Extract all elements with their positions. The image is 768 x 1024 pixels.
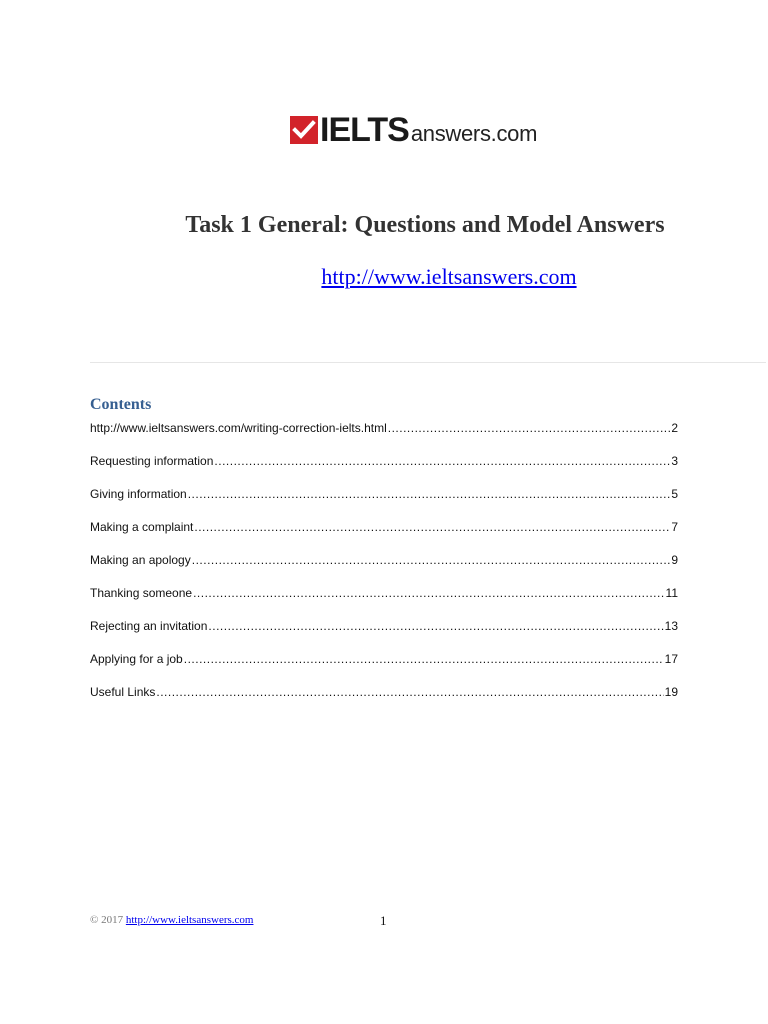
toc-entry-page: 2 — [671, 421, 678, 435]
toc-entry-label[interactable]: Rejecting an invitation — [90, 619, 208, 633]
toc-entry-label[interactable]: Giving information — [90, 487, 187, 501]
toc-entry-label[interactable]: Useful Links — [90, 685, 156, 699]
toc-entry-label[interactable]: http://www.ieltsanswers.com/writing-correction-ielts.html — [90, 421, 387, 435]
toc-entry-label[interactable]: Making a complaint — [90, 520, 194, 534]
contents-heading: Contents — [90, 396, 152, 413]
toc-entry-page: 19 — [664, 685, 678, 699]
toc-entry[interactable] — [90, 451, 678, 484]
logo-domain: answers.com — [410, 121, 538, 146]
toc-entry[interactable] — [90, 583, 678, 616]
toc-dot-leader — [194, 517, 670, 537]
toc-entry-page: 5 — [671, 487, 678, 501]
toc-dot-leader — [156, 682, 663, 702]
toc-entry-page: 13 — [664, 619, 678, 633]
toc-entry-label[interactable]: Making an apology — [90, 553, 191, 567]
footer-link[interactable]: http://www.ieltsanswers.com — [125, 914, 254, 926]
toc-entry[interactable] — [90, 418, 678, 451]
toc-dot-leader — [192, 550, 671, 570]
toc-dot-leader — [193, 583, 664, 603]
toc-entry-label[interactable]: Requesting information — [90, 454, 214, 468]
table-of-contents — [90, 418, 678, 715]
toc-entry[interactable] — [90, 484, 678, 517]
toc-entry[interactable] — [90, 649, 678, 682]
divider — [90, 362, 766, 363]
ielts-answers-logo — [290, 111, 537, 147]
logo-brand: IELTS — [320, 111, 409, 149]
toc-entry-page: 7 — [671, 520, 678, 534]
toc-dot-leader — [208, 616, 663, 636]
toc-entry[interactable] — [90, 550, 678, 583]
website-link[interactable]: http://www.ieltsanswers.com — [321, 264, 577, 289]
toc-dot-leader — [388, 418, 671, 438]
toc-entry-page: 11 — [665, 586, 678, 600]
toc-entry-page: 9 — [671, 553, 678, 567]
footer-copyright: © 2017 — [90, 914, 124, 926]
toc-entry-page: 3 — [671, 454, 678, 468]
footer — [90, 914, 253, 926]
toc-entry-page: 17 — [664, 652, 678, 666]
toc-entry-label[interactable]: Thanking someone — [90, 586, 193, 600]
page-number: 1 — [380, 913, 387, 928]
toc-entry-label[interactable]: Applying for a job — [90, 652, 183, 666]
toc-entry[interactable] — [90, 682, 678, 715]
toc-dot-leader — [184, 649, 664, 669]
toc-dot-leader — [214, 451, 670, 471]
toc-entry[interactable] — [90, 616, 678, 649]
red-checkbox-icon — [290, 116, 318, 144]
document-title: Task 1 General: Questions and Model Answers — [185, 212, 665, 238]
toc-entry[interactable] — [90, 517, 678, 550]
toc-dot-leader — [188, 484, 671, 504]
